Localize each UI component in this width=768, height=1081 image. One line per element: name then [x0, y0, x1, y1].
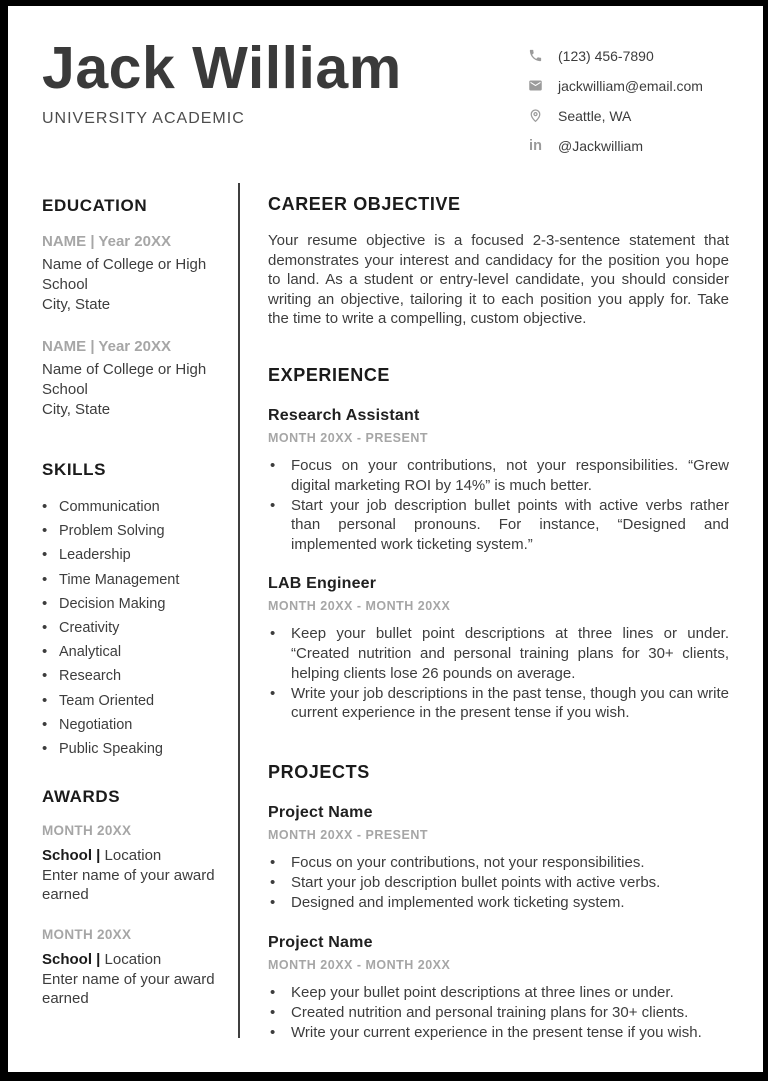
award-entry	[42, 927, 220, 1009]
contact-block	[527, 47, 725, 154]
skill-item: • Problem Solving	[42, 523, 220, 539]
project-bullet: • Focus on your contributions, not your responsibilities.	[268, 853, 729, 873]
project-bullet-list	[268, 983, 729, 1043]
job-bullet: • Write your job descriptions in the past tense, though you can write current experience in the present tense if you wish.	[268, 684, 729, 723]
award-school-line	[42, 846, 220, 866]
education-location: City, State	[42, 296, 111, 313]
linkedin-icon: in	[529, 137, 542, 154]
skill-item: • Negotiation	[42, 717, 220, 733]
project-bullet: • Designed and implemented work ticketing system.	[268, 893, 729, 913]
project-entry	[268, 804, 729, 913]
project-dates: MONTH 20XX - PRESENT	[268, 827, 429, 842]
job-title: LAB Engineer	[268, 575, 377, 593]
education-section	[42, 196, 220, 420]
projects-section	[268, 762, 729, 1043]
job-title: Research Assistant	[268, 406, 420, 424]
job-entry	[268, 407, 729, 554]
objective-heading: CAREER OBJECTIVE	[268, 194, 461, 214]
contact-linkedin-text: @Jackwilliam	[558, 137, 643, 154]
project-title: Project Name	[268, 933, 373, 951]
awards-section	[42, 787, 220, 1009]
projects-heading: PROJECTS	[268, 761, 370, 782]
education-meta: NAME | Year 20XX	[42, 233, 171, 250]
education-school: Name of College or High School	[42, 256, 207, 293]
award-description: Enter name of your award earned	[42, 866, 215, 904]
contact-phone-text: (123) 456-7890	[558, 47, 654, 64]
award-location: Location	[100, 846, 162, 864]
project-bullet: • Write your current experience in the present tense if you wish.	[268, 1023, 729, 1043]
skill-item: • Decision Making	[42, 596, 220, 612]
skill-item: • Leadership	[42, 547, 220, 563]
award-date: MONTH 20XX	[42, 822, 132, 838]
education-location: City, State	[42, 401, 111, 418]
project-dates: MONTH 20XX - MONTH 20XX	[268, 957, 451, 972]
sidebar	[8, 183, 238, 1072]
job-bullet-list	[268, 624, 729, 722]
project-bullet: • Start your job description bullet points with active verbs.	[268, 873, 729, 893]
person-name: Jack William	[42, 35, 402, 101]
awards-heading: AWARDS	[42, 786, 121, 806]
project-title: Project Name	[268, 803, 373, 821]
award-school-line	[42, 950, 220, 970]
objective-text: Your resume objective is a focused 2-3-sentence statement that demonstrates your interest and candidacy for the position you hope to land. As a student or entry-level candidate, you should consider writing an objective, tailoring it to each position you apply for. Take the time to write a compelling, custom objective.	[268, 232, 729, 328]
skill-item: • Analytical	[42, 644, 220, 660]
skills-section	[42, 460, 220, 757]
education-school: Name of College or High School	[42, 361, 207, 398]
skill-item: • Research	[42, 668, 220, 684]
job-entry	[268, 575, 729, 722]
main-columns	[8, 183, 763, 1072]
project-entry	[268, 934, 729, 1043]
person-title: UNIVERSITY ACADEMIC	[42, 110, 245, 128]
education-entry	[42, 338, 220, 420]
job-bullet: • Keep your bullet point descriptions at three lines or under. “Created nutrition and personal training plans for 30+ clients, helping clients lose 26 pounds on average.	[268, 624, 729, 683]
project-bullet: • Keep your bullet point descriptions at three lines or under.	[268, 983, 729, 1003]
job-dates: MONTH 20XX - MONTH 20XX	[268, 599, 451, 614]
education-meta: NAME | Year 20XX	[42, 338, 171, 355]
skill-item: • Team Oriented	[42, 693, 220, 709]
location-icon	[527, 107, 544, 124]
skills-list	[42, 499, 220, 757]
award-school: School |	[42, 846, 101, 864]
award-entry	[42, 823, 220, 905]
skill-item: • Public Speaking	[42, 741, 220, 757]
project-bullet: • Created nutrition and personal training plans for 30+ clients.	[268, 1003, 729, 1023]
award-school: School |	[42, 950, 101, 968]
job-bullet: • Start your job description bullet points with active verbs rather than personal pronouns. For instance, “Designed and implemented work ticketing system.”	[268, 496, 729, 555]
skills-heading: SKILLS	[42, 460, 107, 479]
job-bullet: • Focus on your contributions, not your responsibilities. “Grew digital marketing ROI by 14%” is much better.	[268, 456, 729, 495]
email-icon	[527, 77, 544, 94]
identity-block	[42, 35, 402, 128]
education-heading: EDUCATION	[42, 196, 148, 215]
contact-row-location	[527, 107, 725, 124]
experience-heading: EXPERIENCE	[268, 364, 391, 385]
award-location: Location	[100, 950, 162, 968]
job-dates: MONTH 20XX - PRESENT	[268, 430, 429, 445]
phone-icon	[527, 47, 544, 64]
content-column	[240, 183, 763, 1072]
job-bullet-list	[268, 456, 729, 554]
contact-row-phone	[527, 47, 725, 64]
objective-section	[268, 194, 729, 329]
skill-item: • Communication	[42, 499, 220, 515]
experience-section	[268, 365, 729, 723]
contact-location-text: Seattle, WA	[558, 107, 632, 124]
skill-item: • Creativity	[42, 620, 220, 636]
header	[8, 6, 763, 183]
project-bullet-list	[268, 853, 729, 913]
skill-item: • Time Management	[42, 572, 220, 588]
award-description: Enter name of your award earned	[42, 970, 215, 1008]
education-entry	[42, 233, 220, 315]
contact-row-linkedin	[527, 137, 725, 154]
contact-email-text: jackwilliam@email.com	[558, 77, 703, 94]
contact-row-email	[527, 77, 725, 94]
award-date: MONTH 20XX	[42, 926, 132, 942]
